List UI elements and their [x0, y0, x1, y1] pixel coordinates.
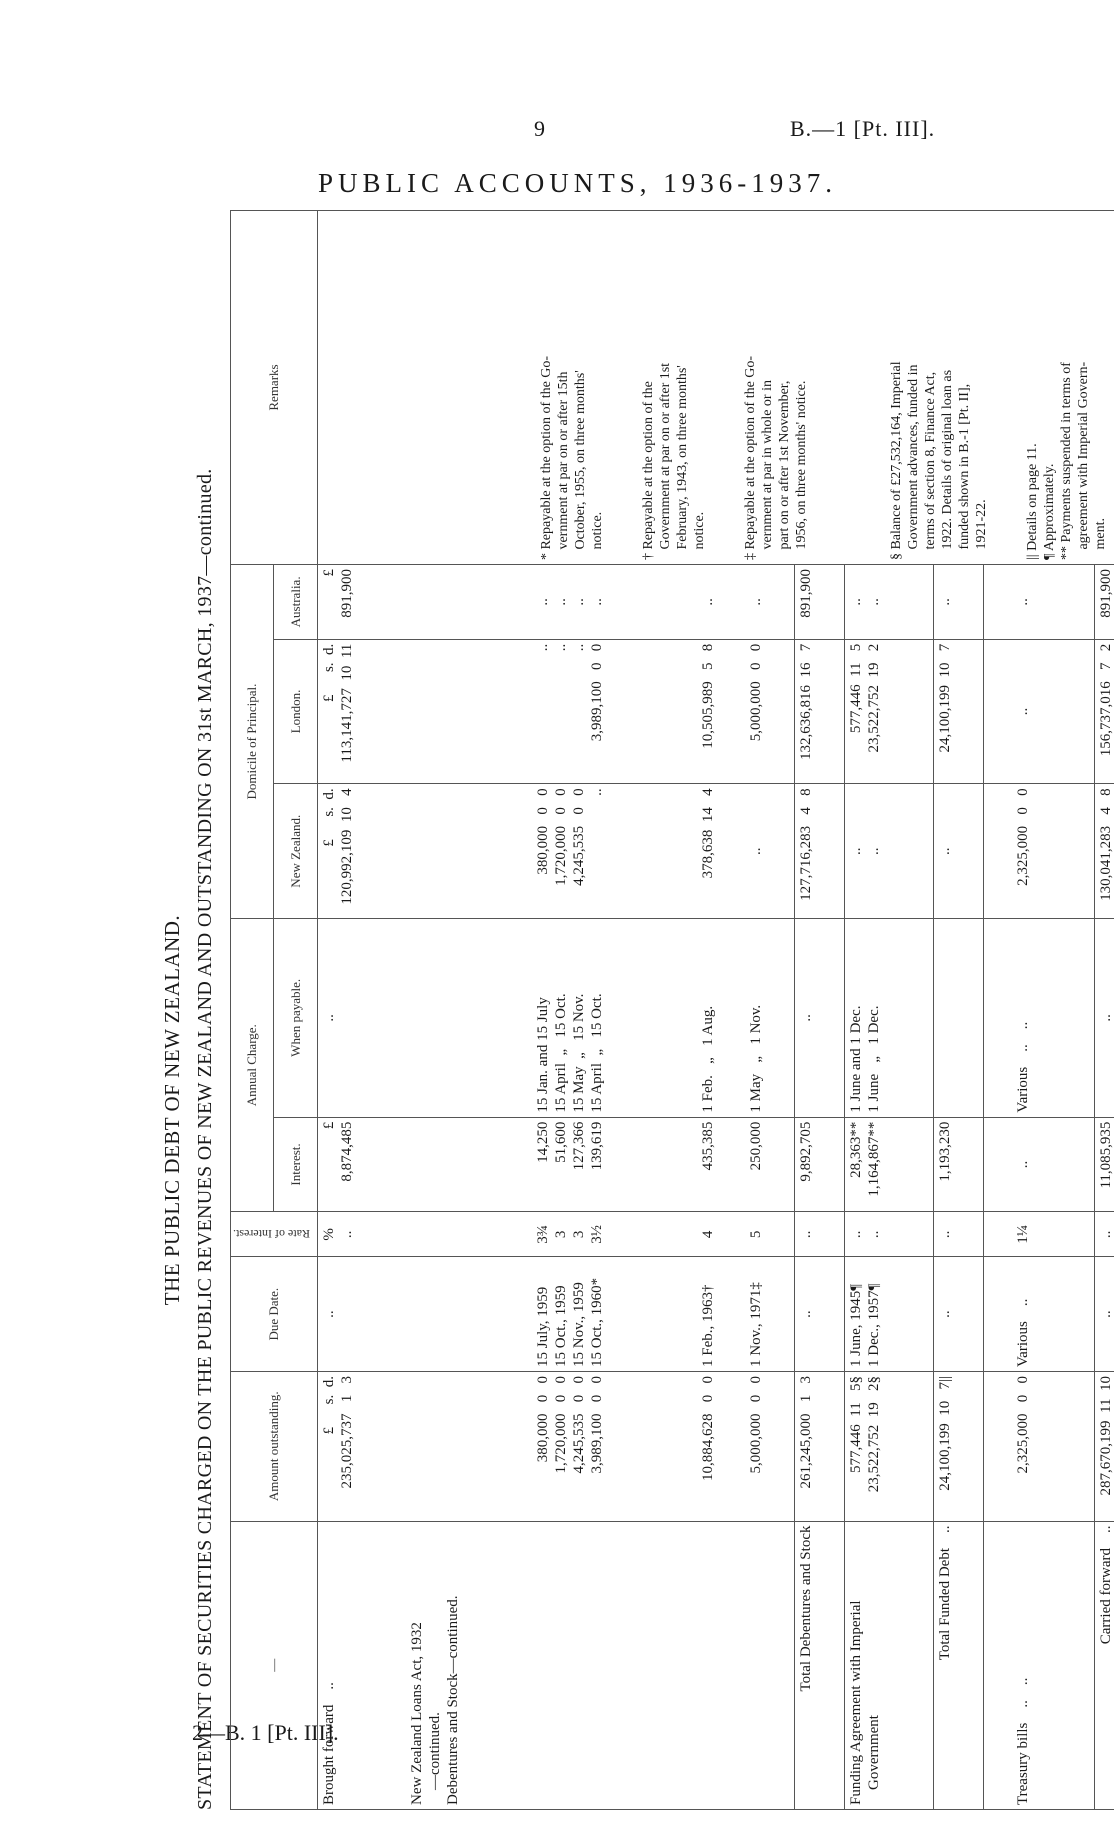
row-interest: 1,193,230	[934, 1117, 984, 1212]
row-due: 15 July, 1959 15 Oct., 1959 15 Nov., 1959 15 Oct., 1960*	[532, 1257, 698, 1372]
row-description: Treasury bills .. ..	[984, 1521, 1095, 1809]
row-description: Total Funded Debt ..	[934, 1521, 984, 1809]
col-amount-outstanding: Amount outstanding.	[231, 1371, 318, 1521]
row-when: 1 June and 1 Dec. 1 June „ 1 Dec.	[844, 919, 933, 1117]
main-title: THE PUBLIC DEBT OF NEW ZEALAND.	[160, 914, 184, 1306]
row-australia: .. .. .. ..	[532, 565, 698, 640]
row-australia: .. ..	[844, 565, 933, 640]
row-amount: 287,670,199 11 10	[1095, 1371, 1114, 1521]
statement-title: STATEMENT OF SECURITIES CHARGED ON THE PUBLIC REVENUES OF NEW ZEALAND AND OUTSTANDING ON 31st MARCH, 1937—continued.	[194, 468, 216, 1810]
row-london: 132,636,816 16 7	[794, 639, 844, 784]
row-nz: 130,041,283 4 8	[1095, 784, 1114, 919]
row-due	[406, 1257, 532, 1372]
row-london: .. .. .. 3,989,100 0 0	[532, 639, 698, 784]
row-australia: ..	[745, 565, 794, 640]
remarks-cell	[317, 211, 1114, 565]
row-australia: 891,900	[1095, 565, 1114, 640]
row-interest: 14,250 51,600 127,366 139,619	[532, 1117, 698, 1212]
col-rate	[231, 1212, 318, 1257]
row-amount: 380,000 0 0 1,720,000 0 0 4,245,535 0 0 3,989,100 0 0	[532, 1371, 698, 1521]
row-nz: 2,325,000 0 0	[984, 784, 1095, 919]
row-description: Total Debentures and Stock	[794, 1521, 844, 1809]
row-rate: 4	[697, 1212, 745, 1257]
row-rate	[406, 1212, 532, 1257]
row-nz: 127,716,283 4 8	[794, 784, 844, 919]
document-reference: B.—1 [Pt. III].	[790, 116, 936, 141]
row-when	[406, 919, 532, 1117]
col-london: London.	[274, 639, 317, 784]
row-interest: 250,000	[745, 1117, 794, 1212]
col-rate-label: Rate of Interest.	[233, 1227, 310, 1242]
row-london: 5,000,000 0 0	[745, 639, 794, 784]
row-description: Carried forward ..	[1095, 1521, 1114, 1809]
row-interest: ..	[984, 1117, 1095, 1212]
row-nz: .. ..	[844, 784, 933, 919]
row-due: ..	[794, 1257, 844, 1372]
remark-note: † Repayable at the option of the Government at par on or after 1st February, 1943, on three months' notice.	[640, 362, 707, 561]
row-due: ..	[317, 1257, 405, 1372]
row-nz: 378,638 14 4	[697, 784, 745, 919]
row-australia: £ 891,900	[317, 565, 405, 640]
col-when-payable: When payable.	[274, 919, 317, 1117]
row-interest: 11,085,935	[1095, 1117, 1114, 1212]
col-remarks: Remarks	[231, 211, 318, 565]
col-domicile: Domicile of Principal.	[231, 565, 274, 919]
row-amount: £ s. d. 235,025,737 1 3	[317, 1371, 405, 1521]
page-number: 9	[534, 116, 545, 141]
row-amount: 2,325,000 0 0	[984, 1371, 1095, 1521]
rotated-table-section	[160, 190, 1114, 1810]
row-when: 15 Jan. and 15 July 15 April „ 15 Oct. 15 May „ 15 Nov. 15 April „ 15 Oct.	[532, 919, 698, 1117]
col-description: —	[231, 1521, 318, 1809]
row-due: 1 Nov., 1971‡	[745, 1257, 794, 1372]
row-london	[406, 639, 532, 784]
row-london: 156,737,016 7 2	[1095, 639, 1114, 784]
row-description: Brought forward ..	[317, 1521, 405, 1809]
row-australia: ..	[697, 565, 745, 640]
row-rate: 3¾ 3 3 3½	[532, 1212, 698, 1257]
row-amount: 10,884,628 0 0	[697, 1371, 745, 1521]
row-when: Various .. ..	[984, 919, 1095, 1117]
row-due: ..	[934, 1257, 984, 1372]
row-when: ..	[317, 919, 405, 1117]
row-nz	[406, 784, 532, 919]
row-rate: ..	[934, 1212, 984, 1257]
row-due: 1 June, 1945¶ 1 Dec., 1957¶	[844, 1257, 933, 1372]
row-nz: ..	[934, 784, 984, 919]
remark-note: ‡ Repayable at the option of the Go- vernment at par in whole or in part on or after 1st November, 1956, on three months' notice.	[742, 355, 809, 561]
row-australia: ..	[984, 565, 1095, 640]
row-description: New Zealand Loans Act, 1932 —continued. Debentures and Stock—continued.	[406, 1521, 532, 1809]
row-interest: 435,385	[697, 1117, 745, 1212]
row-due: ..	[1095, 1257, 1114, 1372]
row-nz: £ s. d. 120,992,109 10 4	[317, 784, 405, 919]
row-london: £ s. d. 113,141,727 10 11	[317, 639, 405, 784]
row-description	[697, 1521, 745, 1809]
row-rate: ..	[794, 1212, 844, 1257]
row-when: ..	[1095, 919, 1114, 1117]
row-rate: .. ..	[844, 1212, 933, 1257]
row-interest: 28,363** 1,164,867**	[844, 1117, 933, 1212]
remark-note: || Details on page 11. ¶ Approximately. ** Payments suspended in terms of agreement with Imperial Govern- ment.	[1024, 361, 1108, 561]
row-london: 577,446 11 5 23,522,752 19 2	[844, 639, 933, 784]
row-when: ..	[794, 919, 844, 1117]
row-nz: ..	[745, 784, 794, 919]
remark-note: § Balance of £27,532,164, Imperial Government advances, funded in terms of section 8, Finance Act, 1922. Details of original loan as funded shown in B.-1 [Pt. II], 1921-22.	[888, 361, 989, 561]
row-interest	[406, 1117, 532, 1212]
securities-table	[230, 210, 1114, 1810]
row-rate: ..	[1095, 1212, 1114, 1257]
row-australia	[406, 565, 532, 640]
col-interest: Interest.	[274, 1117, 317, 1212]
row-amount: 577,446 11 5§ 23,522,752 19 2§	[844, 1371, 933, 1521]
running-title: PUBLIC ACCOUNTS, 1936-1937.	[318, 168, 838, 198]
row-amount: 261,245,000 1 3	[794, 1371, 844, 1521]
row-due: 1 Feb., 1963†	[697, 1257, 745, 1372]
row-description: Funding Agreement with Imperial Government	[844, 1521, 933, 1809]
col-australia: Australia.	[274, 565, 317, 640]
row-when: 1 May „ 1 Nov.	[745, 919, 794, 1117]
footer-reference: 2—B. 1 [Pt. III].	[192, 1720, 339, 1745]
row-amount	[406, 1371, 532, 1521]
col-new-zealand: New Zealand.	[274, 784, 317, 919]
row-london: 10,505,989 5 8	[697, 639, 745, 784]
row-when	[934, 919, 984, 1117]
remark-note: * Repayable at the option of the Go- vernment at par on or after 15th October, 1955, on three months' notice.	[538, 355, 605, 561]
col-due-date: Due Date.	[231, 1257, 318, 1372]
row-australia: ..	[934, 565, 984, 640]
row-description	[532, 1521, 698, 1809]
row-amount: 24,100,199 10 7||	[934, 1371, 984, 1521]
row-description	[745, 1521, 794, 1809]
row-interest: £ 8,874,485	[317, 1117, 405, 1212]
row-rate: 1¼	[984, 1212, 1095, 1257]
row-rate: % ..	[317, 1212, 405, 1257]
row-due: Various ..	[984, 1257, 1095, 1372]
table-row	[317, 211, 405, 1810]
row-london: ..	[984, 639, 1095, 784]
row-rate: 5	[745, 1212, 794, 1257]
col-annual-charge: Annual Charge.	[231, 919, 274, 1212]
row-nz: 380,000 0 0 1,720,000 0 0 4,245,535 0 0 ..	[532, 784, 698, 919]
row-australia: 891,900	[794, 565, 844, 640]
row-amount: 5,000,000 0 0	[745, 1371, 794, 1521]
row-london: 24,100,199 10 7	[934, 639, 984, 784]
row-when: 1 Feb. „ 1 Aug.	[697, 919, 745, 1117]
row-interest: 9,892,705	[794, 1117, 844, 1212]
